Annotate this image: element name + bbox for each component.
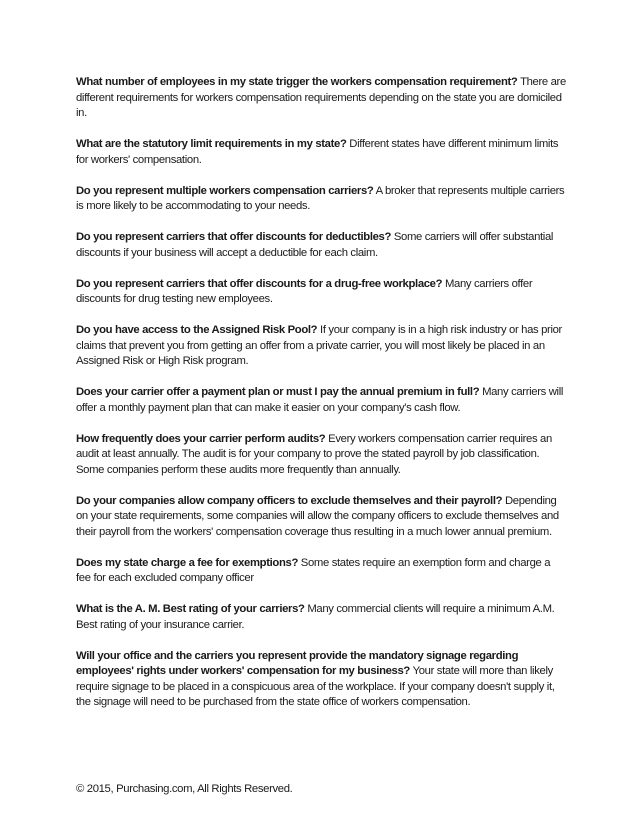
faq-answer: Your state will more than likely require signage to be placed in a conspicuous area of the workplace. If your company doesn't supply it, the signage will need to be purchased from the state office of workers compensation. [76,665,555,708]
faq-item [76,137,566,168]
faq-question: Does my state charge a fee for exemptions? [76,556,298,569]
faq-question: What number of employees in my state trigger the workers compensation requirement? [76,76,518,88]
faq-question: What is the A. M. Best rating of your carriers? [76,603,305,615]
faq-item [76,184,566,215]
faq-item [76,432,566,479]
faq-question: Do you represent multiple workers compensation carriers? [76,184,374,197]
faq-answer: Depending on your state requirements, some companies will allow the company officers to exclude themselves and their payroll from the workers' compensation coverage thus resulting in a much lower annual premium. [76,494,559,538]
faq-question: Do you represent carriers that offer discounts for a drug-free workplace? [76,277,443,290]
faq-question: Does your carrier offer a payment plan or must I pay the annual premium in full? [76,386,480,398]
faq-item [76,649,566,711]
faq-answer: Some states require an exemption form and charge a fee for each excluded company officer [76,556,551,584]
faq-answer: Many carriers offer discounts for drug testing new employees. [76,277,533,305]
faq-answer: If your company is in a high risk industry or has prior claims that prevent you from getting an offer from a private carrier, you will most likely be placed in an Assigned Risk or High Risk program. [76,324,562,367]
faq-item [76,323,566,370]
faq-item [76,385,566,416]
faq-question: How frequently does your carrier perform audits? [76,432,326,445]
faq-item [76,75,566,122]
faq-item [76,494,566,541]
faq-answer: Many carriers will offer a monthly payment plan that can make it easier on your company's cash flow. [76,386,564,414]
faq-item [76,277,566,308]
faq-item [76,556,566,587]
faq-question: What are the statutory limit requirements in my state? [76,138,347,150]
faq-answer: Different states have different minimum limits for workers' compensation. [76,138,559,166]
faq-question: Will your office and the carriers you represent provide the mandatory signage regarding employees' rights under workers' compensation for my business? [76,649,519,677]
faq-list [76,75,566,726]
faq-item [76,602,566,633]
faq-answer: There are different requirements for workers compensation requirements depending on the state you are domiciled in. [76,76,566,119]
faq-item [76,230,566,261]
faq-question: Do your companies allow company officers to exclude themselves and their payroll? [76,494,503,507]
copyright-footer: © 2015, Purchasing.com, All Rights Reserved. [76,783,293,795]
faq-answer: A broker that represents multiple carriers is more likely to be accommodating to your needs. [76,184,565,212]
faq-answer: Some carriers will offer substantial discounts if your business will accept a deductible for each claim. [76,231,554,259]
faq-question: Do you have access to the Assigned Risk Pool? [76,324,318,336]
faq-answer: Every workers compensation carrier requires an audit at least annually. The audit is for your company to prove the stated payroll by job classification. Some companies perform these audits more frequently than annually. [76,432,552,476]
faq-answer: Many commercial clients will require a minimum A.M. Best rating of your insurance carrier. [76,603,555,631]
faq-question: Do you represent carriers that offer discounts for deductibles? [76,231,392,243]
